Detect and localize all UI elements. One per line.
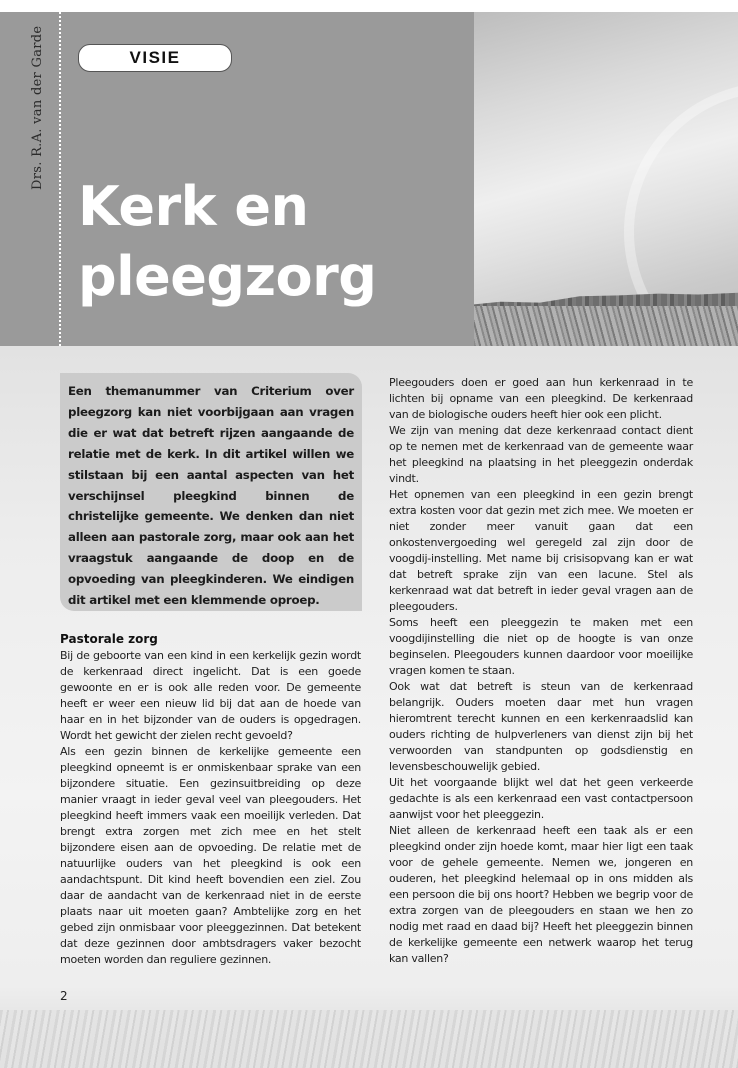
lead-box [60, 373, 362, 611]
lead-text: Een themanummer van Criterium over pleegzorg kan niet voorbijgaan aan vragen die er wat dat betreft rijzen aangaande de relatie met de kerk. In dit artikel willen we stilstaan bij een aantal aspecten van het verschijnsel pleegkind binnen de christelijke gemeente. We denken dan niet alleen aan pastorale zorg, maar ook aan het vraagstuk aangaande de doop en de opvoeding van pleegkinderen. We eindigen dit artikel met een klemmende oproep. [68, 384, 354, 608]
section-heading: Pastorale zorg [60, 632, 158, 646]
author-name: Drs. R.A. van der Garde [30, 25, 45, 190]
paragraph: Pleegouders doen er goed aan hun kerkenraad in te lichten bij opname van een pleegkind. De kerkenraad van de biologische ouders heeft hier ook een plicht. [389, 376, 693, 421]
paragraph: Niet alleen de kerkenraad heeft een taak als er een pleegkind onder zijn hoede komt, maar hier ligt een taak voor de gehele gemeente. Nemen we, jongeren en ouderen, het pleegkind helemaal op in ons midden als een persoon die bij ons hoort? Hebben we begrip voor de extra zorgen van de pleegouders en staan we hen zo nodig met raad en daad bij? Heeft het pleeggezin binnen de kerkelijke gemeente een netwerk waarop het terug kan vallen? [389, 824, 693, 965]
article-title-line-1: Kerk en [78, 175, 309, 238]
paragraph: Het opnemen van een pleegkind in een gezin brengt extra kosten voor dat gezin met zich mee. We moeten er niet zonder meer vanuit gaan dat een onkostenvergoeding wel geregeld zal zijn door de voogdij-instelling. Met name bij crisisopvang kan er wat dat betreft sprake zijn van een lacune. Stel als kerkenraad wat dat betreft in ieder geval vragen aan de pleegouders. [389, 488, 693, 613]
section-label: VISIE [78, 44, 232, 72]
dotted-divider [59, 12, 61, 346]
paragraph: Als een gezin binnen de kerkelijke gemeente een pleegkind opneemt is er onmiskenbaar sprake van een bijzondere situatie. Een gezinsuitbreiding op deze manier vraagt in ieder geval veel van pleegouders. Het pleegkind heeft immers vaak een moeilijk verleden. Dat brengt extra zorgen met zich mee en het stelt bijzondere eisen aan de opvoeding. De relatie met de natuurlijke ouders van het pleegkind is ook een aandachtspunt. Dit kind heeft bovendien een ziel. Zou daar de aandacht van de kerkenraad niet in de eerste plaats naar uit moeten gaan? Ambtelijke zorg en het gebed zijn onmisbaar voor pleeggezinnen. Dat betekent dat deze gezinnen door ambtsdragers vaker bezocht moeten worden dan reguliere gezinnen. [60, 745, 361, 966]
right-column [389, 375, 693, 967]
page-number: 2 [60, 989, 68, 1003]
footer-field-image [0, 1010, 738, 1068]
article-title-line-2: pleegzorg [78, 245, 377, 308]
grain-field [474, 306, 738, 346]
left-column [60, 648, 361, 968]
paragraph: Soms heeft een pleeggezin te maken met een voogdijinstelling die niet op de hoogte is van onze beginselen. Pleegouders kunnen daardoor voor moeilijke vragen komen te staan. [389, 616, 693, 677]
paragraph: Ook wat dat betreft is steun van de kerkenraad belangrijk. Ouders moeten daar met hun vragen hieromtrent terecht kunnen en een kerkenraadslid kan ouders richting de hulpverleners van dienst zijn bij het verwoorden van standpunten op godsdienstig en levensbeschouwelijk gebied. [389, 680, 693, 773]
paragraph: We zijn van mening dat deze kerkenraad contact dient op te nemen met de kerkenraad van de gemeente waar het pleegkind na plaatsing in het pleeggezin onderdak vindt. [389, 424, 693, 485]
paragraph: Bij de geboorte van een kind in een kerkelijk gezin wordt de kerkenraad direct ingelicht. Dat is een goede gewoonte en er is ook alle reden voor. De gemeente heeft er weer een nieuw lid bij dat aan de hoede van haar en in het bijzonder van de ouders is opgedragen. Wordt het gewicht der zielen recht gevoeld? [60, 649, 361, 742]
header-photo [474, 12, 738, 346]
paragraph: Uit het voorgaande blijkt wel dat het geen verkeerde gedachte is als een kerkenraad een vast contactpersoon aanwijst voor het pleeggezin. [389, 776, 693, 821]
